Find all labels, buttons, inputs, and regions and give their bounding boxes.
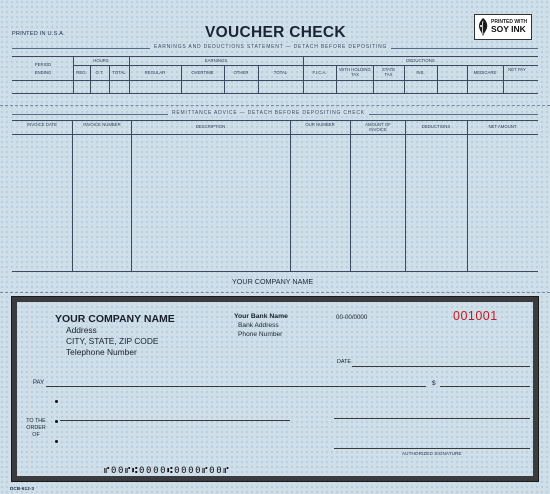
bank-address: Bank Address (238, 322, 279, 329)
hours-group-header: HOURS (93, 58, 109, 63)
authorized-signature-label: AUTHORIZED SIGNATURE (402, 451, 462, 456)
ending-label: ENDING (34, 70, 52, 75)
remittance-company-name: YOUR COMPANY NAME (232, 277, 314, 286)
signature-line-1[interactable] (334, 418, 530, 419)
pay-label: PAY (33, 380, 45, 386)
earnings-col-divider (224, 65, 225, 93)
to-order-line1: TO THE (26, 418, 46, 424)
col-net-amount: NET AMOUNT (488, 124, 517, 129)
soy-ink-badge (474, 14, 532, 40)
earnings-col-divider (404, 65, 405, 93)
earnings-rule (12, 56, 538, 57)
to-order-line2: ORDER (26, 424, 46, 431)
check-phone: Telephone Number (66, 347, 137, 357)
earnings-col-divider (90, 65, 91, 93)
earnings-col-divider (109, 65, 110, 93)
col-reg: REG. (76, 70, 87, 75)
remittance-col-divider (131, 120, 132, 271)
earnings-section-title: EARNINGS AND DEDUCTIONS STATEMENT — DETACH BEFORE DEPOSITING (150, 44, 391, 50)
bank-name: Your Bank Name (234, 313, 288, 320)
remittance-rule (12, 134, 538, 135)
remittance-rule (12, 120, 538, 121)
col-total-earnings: TOTAL (273, 70, 288, 75)
routing-fraction: 00-00/0000 (336, 314, 368, 321)
soy-leaf-icon (477, 17, 489, 37)
col-ot: O.T. (95, 70, 104, 75)
soy-badge-line2: SOY INK (491, 24, 526, 35)
earnings-group-header: EARNINGS (204, 58, 228, 63)
earnings-rule (12, 93, 538, 94)
remittance-rule (12, 271, 538, 272)
page-title: VOUCHER CHECK (205, 24, 346, 41)
check-dot (55, 400, 58, 403)
col-our-number: OUR NUMBER (305, 122, 335, 127)
earnings-col-divider (258, 65, 259, 93)
remittance-col-divider (290, 120, 291, 271)
form-code: DCB-612-3 (10, 486, 35, 491)
col-other: OTHER (233, 70, 249, 75)
col-invoice-number: INVOICE NUMBER (83, 122, 121, 127)
col-net-pay: NET PAY (508, 67, 526, 72)
amount-figures-line[interactable] (440, 386, 530, 387)
to-the-order-of-label (26, 418, 46, 438)
col-medicare: MEDICARE (473, 70, 497, 75)
soy-badge-line1: PRINTED WITH (491, 19, 528, 26)
period-label: PERIOD (34, 62, 52, 67)
signature-line-2[interactable] (334, 448, 530, 449)
date-line[interactable] (352, 366, 530, 367)
pay-amount-words-line[interactable] (46, 386, 426, 387)
printed-in-usa: PRINTED IN U.S.A. (12, 31, 65, 37)
earnings-col-divider (437, 65, 438, 93)
col-overtime: OVERTIME (191, 70, 214, 75)
check-address: Address (66, 325, 97, 335)
col-deductions: DEDUCTIONS (421, 124, 451, 129)
col-state-tax: STATE TAX (381, 67, 396, 77)
check-dot (55, 440, 58, 443)
to-order-line3: OF (32, 431, 40, 438)
col-fica: F.I.C.A. (312, 70, 327, 75)
col-invoice-date: INVOICE DATE (26, 122, 57, 127)
remittance-col-divider (350, 120, 351, 271)
earnings-rule (73, 65, 538, 66)
remittance-col-divider (467, 120, 468, 271)
check-city-state-zip: CITY, STATE, ZIP CODE (66, 336, 159, 346)
bank-phone: Phone Number (238, 331, 283, 338)
col-withholding: WITH HOLDING TAX (339, 67, 371, 77)
payee-line[interactable] (60, 420, 290, 421)
check-number: 001001 (453, 309, 498, 323)
col-ins: INS. (416, 70, 425, 75)
check-company-name: YOUR COMPANY NAME (55, 313, 175, 325)
check-dot (55, 420, 58, 423)
earnings-col-divider (181, 65, 182, 93)
perforation-line (0, 292, 550, 293)
perforation-line (0, 105, 550, 106)
deductions-group-header: DEDUCTIONS (406, 58, 435, 63)
remittance-col-divider (405, 120, 406, 271)
col-total-hours: TOTAL (112, 70, 126, 75)
remittance-col-divider (72, 120, 73, 271)
earnings-col-divider (467, 65, 468, 93)
col-regular: REGULAR (144, 70, 166, 75)
micr-line: ⑈00⑈⑆0000⑆0000⑈00⑈ (104, 466, 231, 476)
col-description: DESCRIPTION (195, 124, 226, 129)
col-amount-of-invoice: AMOUNT OF INVOICE (365, 122, 391, 132)
dollar-sign: $ (432, 380, 436, 387)
earnings-col-divider (503, 65, 504, 93)
date-label: DATE (337, 359, 351, 365)
remittance-section-title: REMITTANCE ADVICE — DETACH BEFORE DEPOSITING CHECK (168, 110, 369, 116)
